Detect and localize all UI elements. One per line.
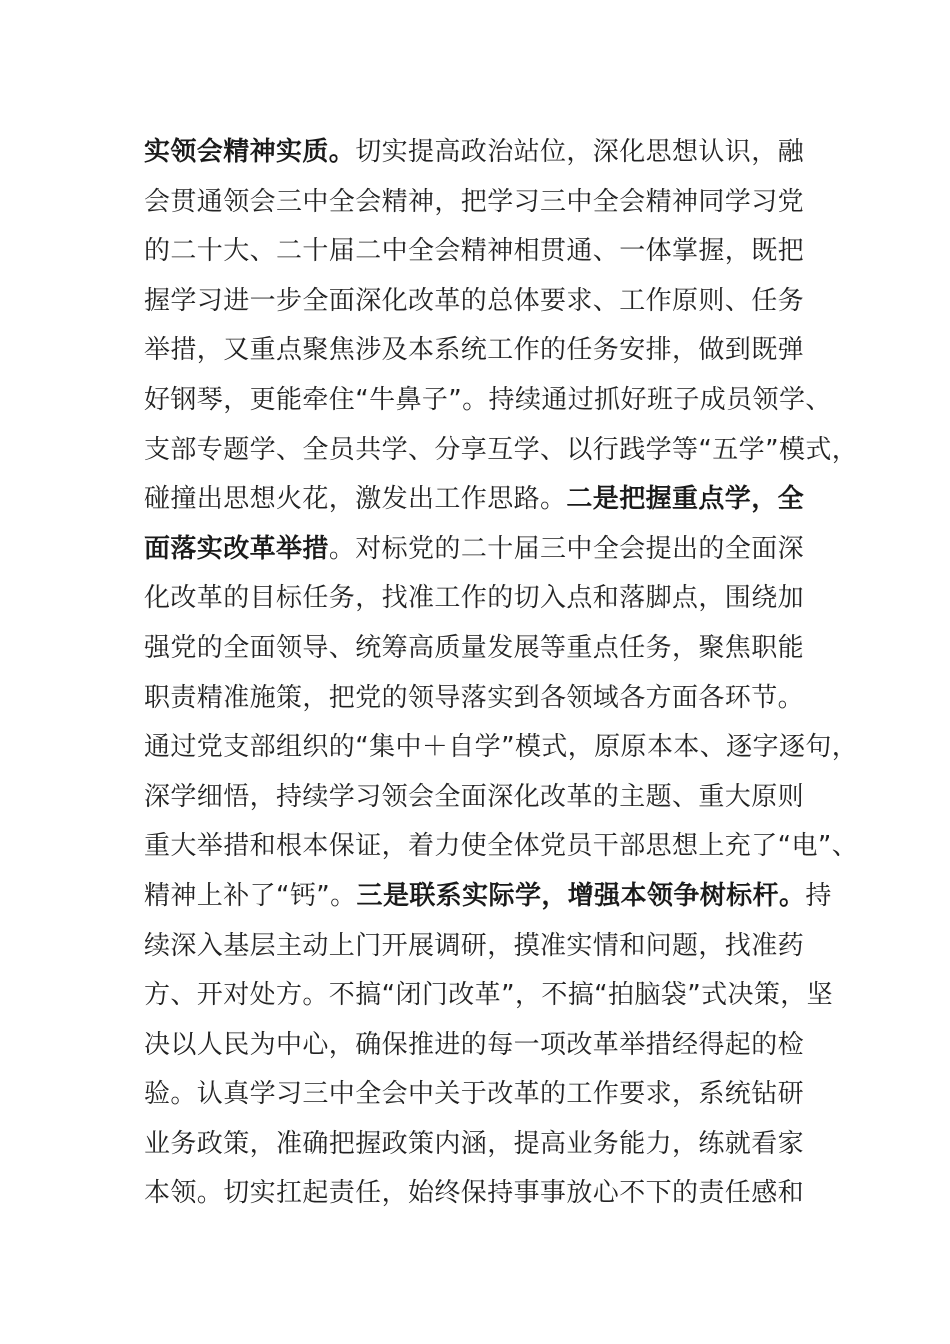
text-line [144,326,844,376]
text-segment: 强党的全面领导、统筹高质量发展等重点任务，聚焦职能 [144,632,805,663]
text-segment: 精神上补了“钙”。 [144,880,357,911]
text-line [144,1120,844,1170]
text-line [144,822,859,872]
text-line [144,773,844,823]
text-segment: 职责精准施策，把党的领导落实到各领域各方面各环节。 [144,682,805,713]
text-line [144,1169,844,1219]
text-segment: 握学习进一步全面深化改革的总体要求、工作原则、任务 [144,285,805,316]
text-line [144,178,844,228]
text-line [144,525,844,575]
text-segment: 化改革的目标任务，找准工作的切入点和落脚点，围绕加 [144,583,805,614]
text-segment: 支部专题学、全员共学、分享互学、以行践学等“五学”模式， [144,434,859,465]
text-line [144,227,844,277]
body-text [144,128,859,1219]
text-line [144,574,844,624]
text-line [144,971,844,1021]
text-line [144,426,859,476]
text-segment: 碰撞出思想火花，激发出工作思路。 [144,484,567,515]
text-line [144,376,844,426]
text-segment: 好钢琴，更能牵住“牛鼻子”。持续通过抓好班子成员领学、 [144,384,832,415]
bold-heading-segment: 三是联系实际学，增强本领争树标杆。 [356,880,806,911]
text-segment: 持 [805,880,832,911]
text-line [144,1021,844,1071]
text-line [144,922,844,972]
text-segment: 切实提高政治站位，深化思想认识，融 [355,137,805,167]
text-line [144,723,859,773]
text-segment: 通过党支部组织的“集中＋自学”模式，原原本本、逐字逐句， [144,732,859,763]
text-segment: 业务政策，准确把握政策内涵，提高业务能力，练就看家 [144,1128,805,1159]
text-segment: 的二十大、二十届二中全会精神相贯通、一体掌握，既把 [144,236,805,267]
text-segment: 决以人民为中心，确保推进的每一项改革举措经得起的检 [144,1029,805,1060]
text-line [144,1070,844,1120]
text-segment: 。对标党的二十届三中全会提出的全面深 [328,533,805,564]
text-segment: 方、开对处方。不搞“闭门改革”，不搞“拍脑袋”式决策，坚 [144,980,834,1011]
text-line [144,872,844,922]
text-segment: 会贯通领会三中全会精神，把学习三中全会精神同学习党 [144,186,805,217]
bold-heading-segment: 二是把握重点学，全 [566,484,805,515]
text-line [144,277,844,327]
bold-heading-segment: 面落实改革举措 [144,533,329,564]
text-segment: 续深入基层主动上门开展调研，摸准实情和问题，找准药 [144,930,805,961]
text-segment: 举措，又重点聚焦涉及本系统工作的任务安排，做到既弹 [144,335,805,366]
text-line [144,624,844,674]
text-segment: 重大举措和根本保证，着力使全体党员干部思想上充了“电”、 [144,831,859,862]
text-segment: 本领。切实扛起责任，始终保持事事放心不下的责任感和 [144,1178,805,1209]
text-line [144,674,844,724]
text-segment: 验。认真学习三中全会中关于改革的工作要求，系统钻研 [144,1079,805,1110]
bold-heading-segment: 实领会精神实质。 [144,137,356,167]
text-line [144,475,844,525]
text-segment: 深学细悟，持续学习领会全面深化改革的主题、重大原则 [144,781,805,812]
text-line [144,128,844,178]
